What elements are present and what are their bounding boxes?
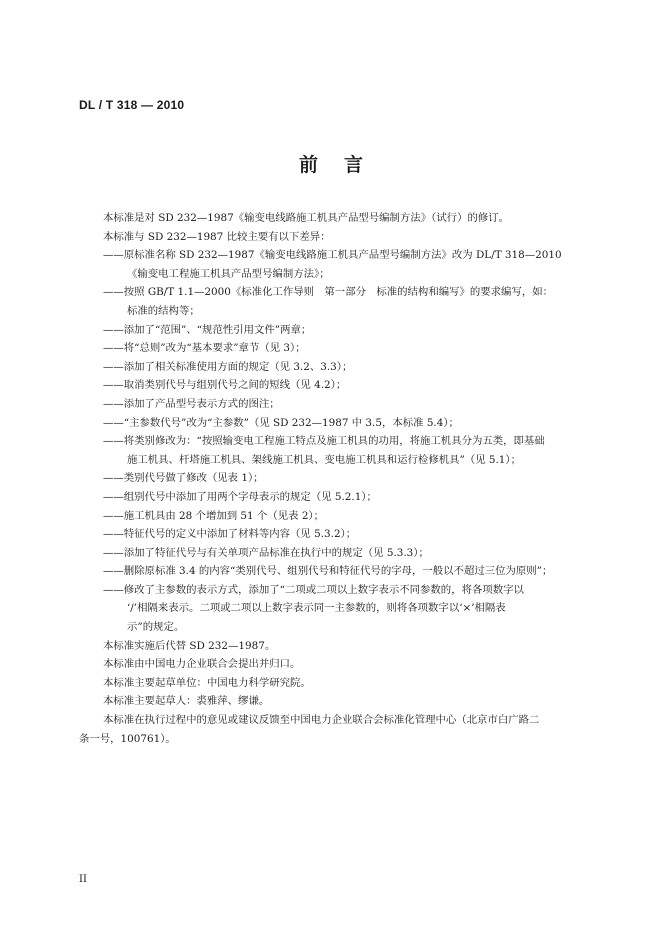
standard-number: DL / T 318 — 2010 [79, 98, 185, 112]
closing-paragraph: 本标准实施后代替 SD 232—1987。 [103, 639, 276, 652]
list-item: ——添加了产品型号表示方式的图注； [103, 397, 280, 410]
list-item [79, 432, 619, 469]
list-item: ——类别代号做了修改（见表 1）； [103, 472, 264, 485]
list-item: ——取消类别代号与组别代号之间的短线（见 4.2）； [103, 379, 347, 392]
list-item-continuation: 示”的规定。 [127, 621, 185, 634]
feedback-line: 条一号，100761）。 [79, 732, 176, 745]
intro-paragraph: 本标准是对 SD 232—1987《输变电线路施工机具产品型号编制方法》（试行）的修订。 [103, 212, 510, 224]
list-item [79, 283, 619, 320]
list-item: ——特征代号的定义中添加了材料等内容（见 5.3.2）； [103, 528, 357, 541]
difference-list [79, 246, 619, 636]
intro-paragraph: 本标准与 SD 232—1987 比较主要有以下差异： [103, 230, 331, 243]
list-item-line: ——将类别修改为：“按照输变电工程施工特点及施工机具的功用，将施工机具分为五类，即基础 [103, 435, 545, 448]
list-item: ——添加了相关标准使用方面的规定（见 3.2、3.3）； [103, 360, 353, 373]
list-item-line: ——按照 GB/T 1.1—2000《标准化工作导则 第一部分 标准的结构和编写》的要求编写，如： [103, 286, 553, 299]
list-item: ——将“总则”改为“基本要求”章节（见 3）； [103, 342, 306, 355]
list-item-line: ——修改了主参数的表示方式，添加了“二项或二项以上数字表示不同参数的，将各项数字以 [103, 583, 524, 596]
list-item: ——添加了特征代号与有关单项产品标准在执行中的规定（见 5.3.3）； [103, 546, 429, 559]
page-number: II [79, 874, 87, 885]
list-item: ——施工机具由 28 个增加到 51 个（见表 2）； [103, 509, 325, 522]
list-item: ——添加了“范围”、“规范性引用文件”两章； [103, 323, 312, 336]
closing-paragraph: 本标准主要起草人：裘雅萍、缪谦。 [103, 695, 270, 708]
closing-paragraph: 本标准主要起草单位：中国电力科学研究院。 [103, 676, 311, 689]
feedback-line: 本标准在执行过程中的意见或建议反馈至中国电力企业联合会标准化管理中心（北京市白广路二 [103, 714, 540, 727]
list-item [79, 581, 619, 637]
list-item [79, 246, 619, 283]
closing-paragraph: 本标准由中国电力企业联合会提出并归口。 [103, 658, 301, 671]
list-item: ——删除原标准 3.4 的内容“类别代号、组别代号和特征代号的字母，一般以不超过三位为原则”； [103, 565, 553, 578]
list-item: ——“主参数代号”改为“主参数”（见 SD 232—1987 中 3.5，本标准 5.4）； [103, 416, 459, 429]
document-body [79, 209, 619, 748]
list-item-continuation: 《输变电工程施工机具产品型号编制方法》； [127, 267, 330, 280]
list-item-continuation: 标准的结构等； [127, 304, 200, 317]
list-item: ——组别代号中添加了用两个字母表示的规定（见 5.2.1）； [103, 490, 377, 503]
list-item-line: ——原标准名称 SD 232—1987《输变电线路施工机具产品型号编制方法》改为 DL/T 318—2010 [103, 249, 562, 262]
list-item-continuation: 施工机具、杆塔施工机具、架线施工机具、变电施工机具和运行检修机具”（见 5.1）； [127, 453, 521, 466]
list-item-continuation: ‘/’相隔来表示。二项或二项以上数字表示同一主参数的，则将各项数字以‘×’相隔表 [127, 602, 506, 615]
page-title: 前言 [298, 154, 389, 176]
feedback-paragraph [79, 711, 619, 748]
